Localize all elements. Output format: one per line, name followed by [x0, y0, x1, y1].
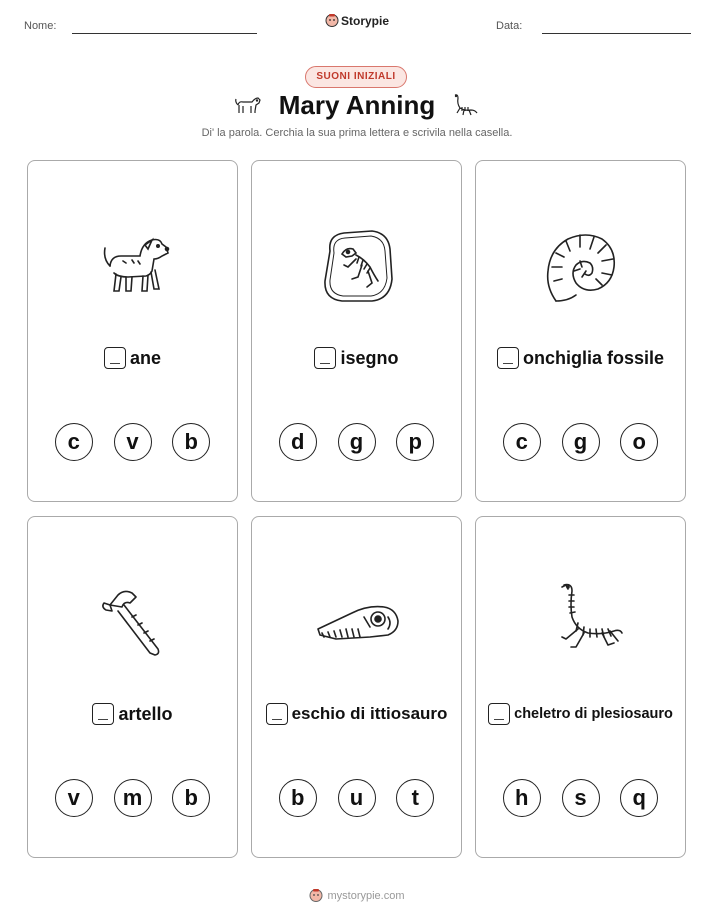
letter-choice[interactable]: v — [55, 779, 93, 817]
dog-icon — [88, 221, 178, 311]
letter-choice[interactable]: c — [503, 423, 541, 461]
word-ending: artello — [118, 703, 173, 724]
footer-url[interactable]: mystorypie.com — [327, 890, 405, 902]
letter-choice[interactable]: t — [396, 779, 434, 817]
word-prompt — [476, 347, 685, 369]
answer-box[interactable] — [497, 347, 519, 369]
plesiosaur-skeleton-icon — [536, 577, 626, 667]
exercise-card — [251, 516, 462, 858]
word-ending: cheletro di plesiosauro — [514, 706, 673, 722]
letter-choice[interactable]: p — [396, 423, 434, 461]
answer-box[interactable] — [92, 703, 114, 725]
word-prompt — [28, 347, 237, 369]
word-ending: onchiglia fossile — [522, 347, 665, 368]
word-prompt — [252, 347, 461, 369]
exercise-card — [475, 160, 686, 502]
date-field[interactable] — [542, 33, 691, 34]
word-ending: eschio di ittiosauro — [291, 704, 448, 723]
ammonite-shell-icon — [536, 221, 626, 311]
word-ending: isegno — [340, 347, 399, 368]
fossil-skeleton-icon — [312, 221, 402, 311]
letter-choice[interactable]: b — [172, 779, 210, 817]
letter-choice[interactable]: b — [279, 779, 317, 817]
ichthyosaur-skull-icon — [312, 577, 402, 667]
letter-choices — [252, 423, 461, 461]
brand — [0, 13, 714, 28]
letter-choices — [476, 779, 685, 817]
footer — [0, 888, 714, 902]
letter-choice[interactable]: m — [114, 779, 152, 817]
name-field[interactable] — [72, 33, 257, 34]
letter-choice[interactable]: g — [338, 423, 376, 461]
brand-name: Storypie — [340, 14, 389, 28]
letter-choices — [252, 779, 461, 817]
letter-choices — [476, 423, 685, 461]
answer-box[interactable] — [266, 703, 288, 725]
storypie-logo-icon — [325, 13, 339, 27]
exercise-card — [27, 160, 238, 502]
instructions: Di' la parola. Cerchia la sua prima lettera e scrivila nella casella. — [201, 127, 513, 139]
letter-choice[interactable]: g — [562, 423, 600, 461]
letter-choice[interactable]: h — [503, 779, 541, 817]
exercise-card — [251, 160, 462, 502]
letter-choice[interactable]: s — [562, 779, 600, 817]
word-prompt — [28, 703, 237, 725]
word-prompt — [476, 703, 685, 725]
word-ending: ane — [129, 347, 162, 368]
letter-choice[interactable]: d — [279, 423, 317, 461]
page-title: Mary Anning — [278, 90, 436, 120]
letter-choice[interactable]: b — [172, 423, 210, 461]
word-prompt — [252, 703, 461, 725]
category-tag: SUONI INIZIALI — [305, 66, 407, 88]
letter-choice[interactable]: c — [55, 423, 93, 461]
name-label: Nome: — [24, 20, 57, 32]
exercise-card — [475, 516, 686, 858]
letter-choice[interactable]: u — [338, 779, 376, 817]
letter-choice[interactable]: q — [620, 779, 658, 817]
exercise-card — [27, 516, 238, 858]
hammer-icon — [88, 577, 178, 667]
answer-box[interactable] — [488, 703, 510, 725]
answer-box[interactable] — [104, 347, 126, 369]
letter-choices — [28, 423, 237, 461]
letter-choice[interactable]: o — [620, 423, 658, 461]
answer-box[interactable] — [314, 347, 336, 369]
plesiosaur-icon — [449, 92, 479, 120]
date-label: Data: — [496, 20, 523, 32]
letter-choice[interactable]: v — [114, 423, 152, 461]
storypie-logo-icon — [309, 888, 323, 902]
letter-choices — [28, 779, 237, 817]
